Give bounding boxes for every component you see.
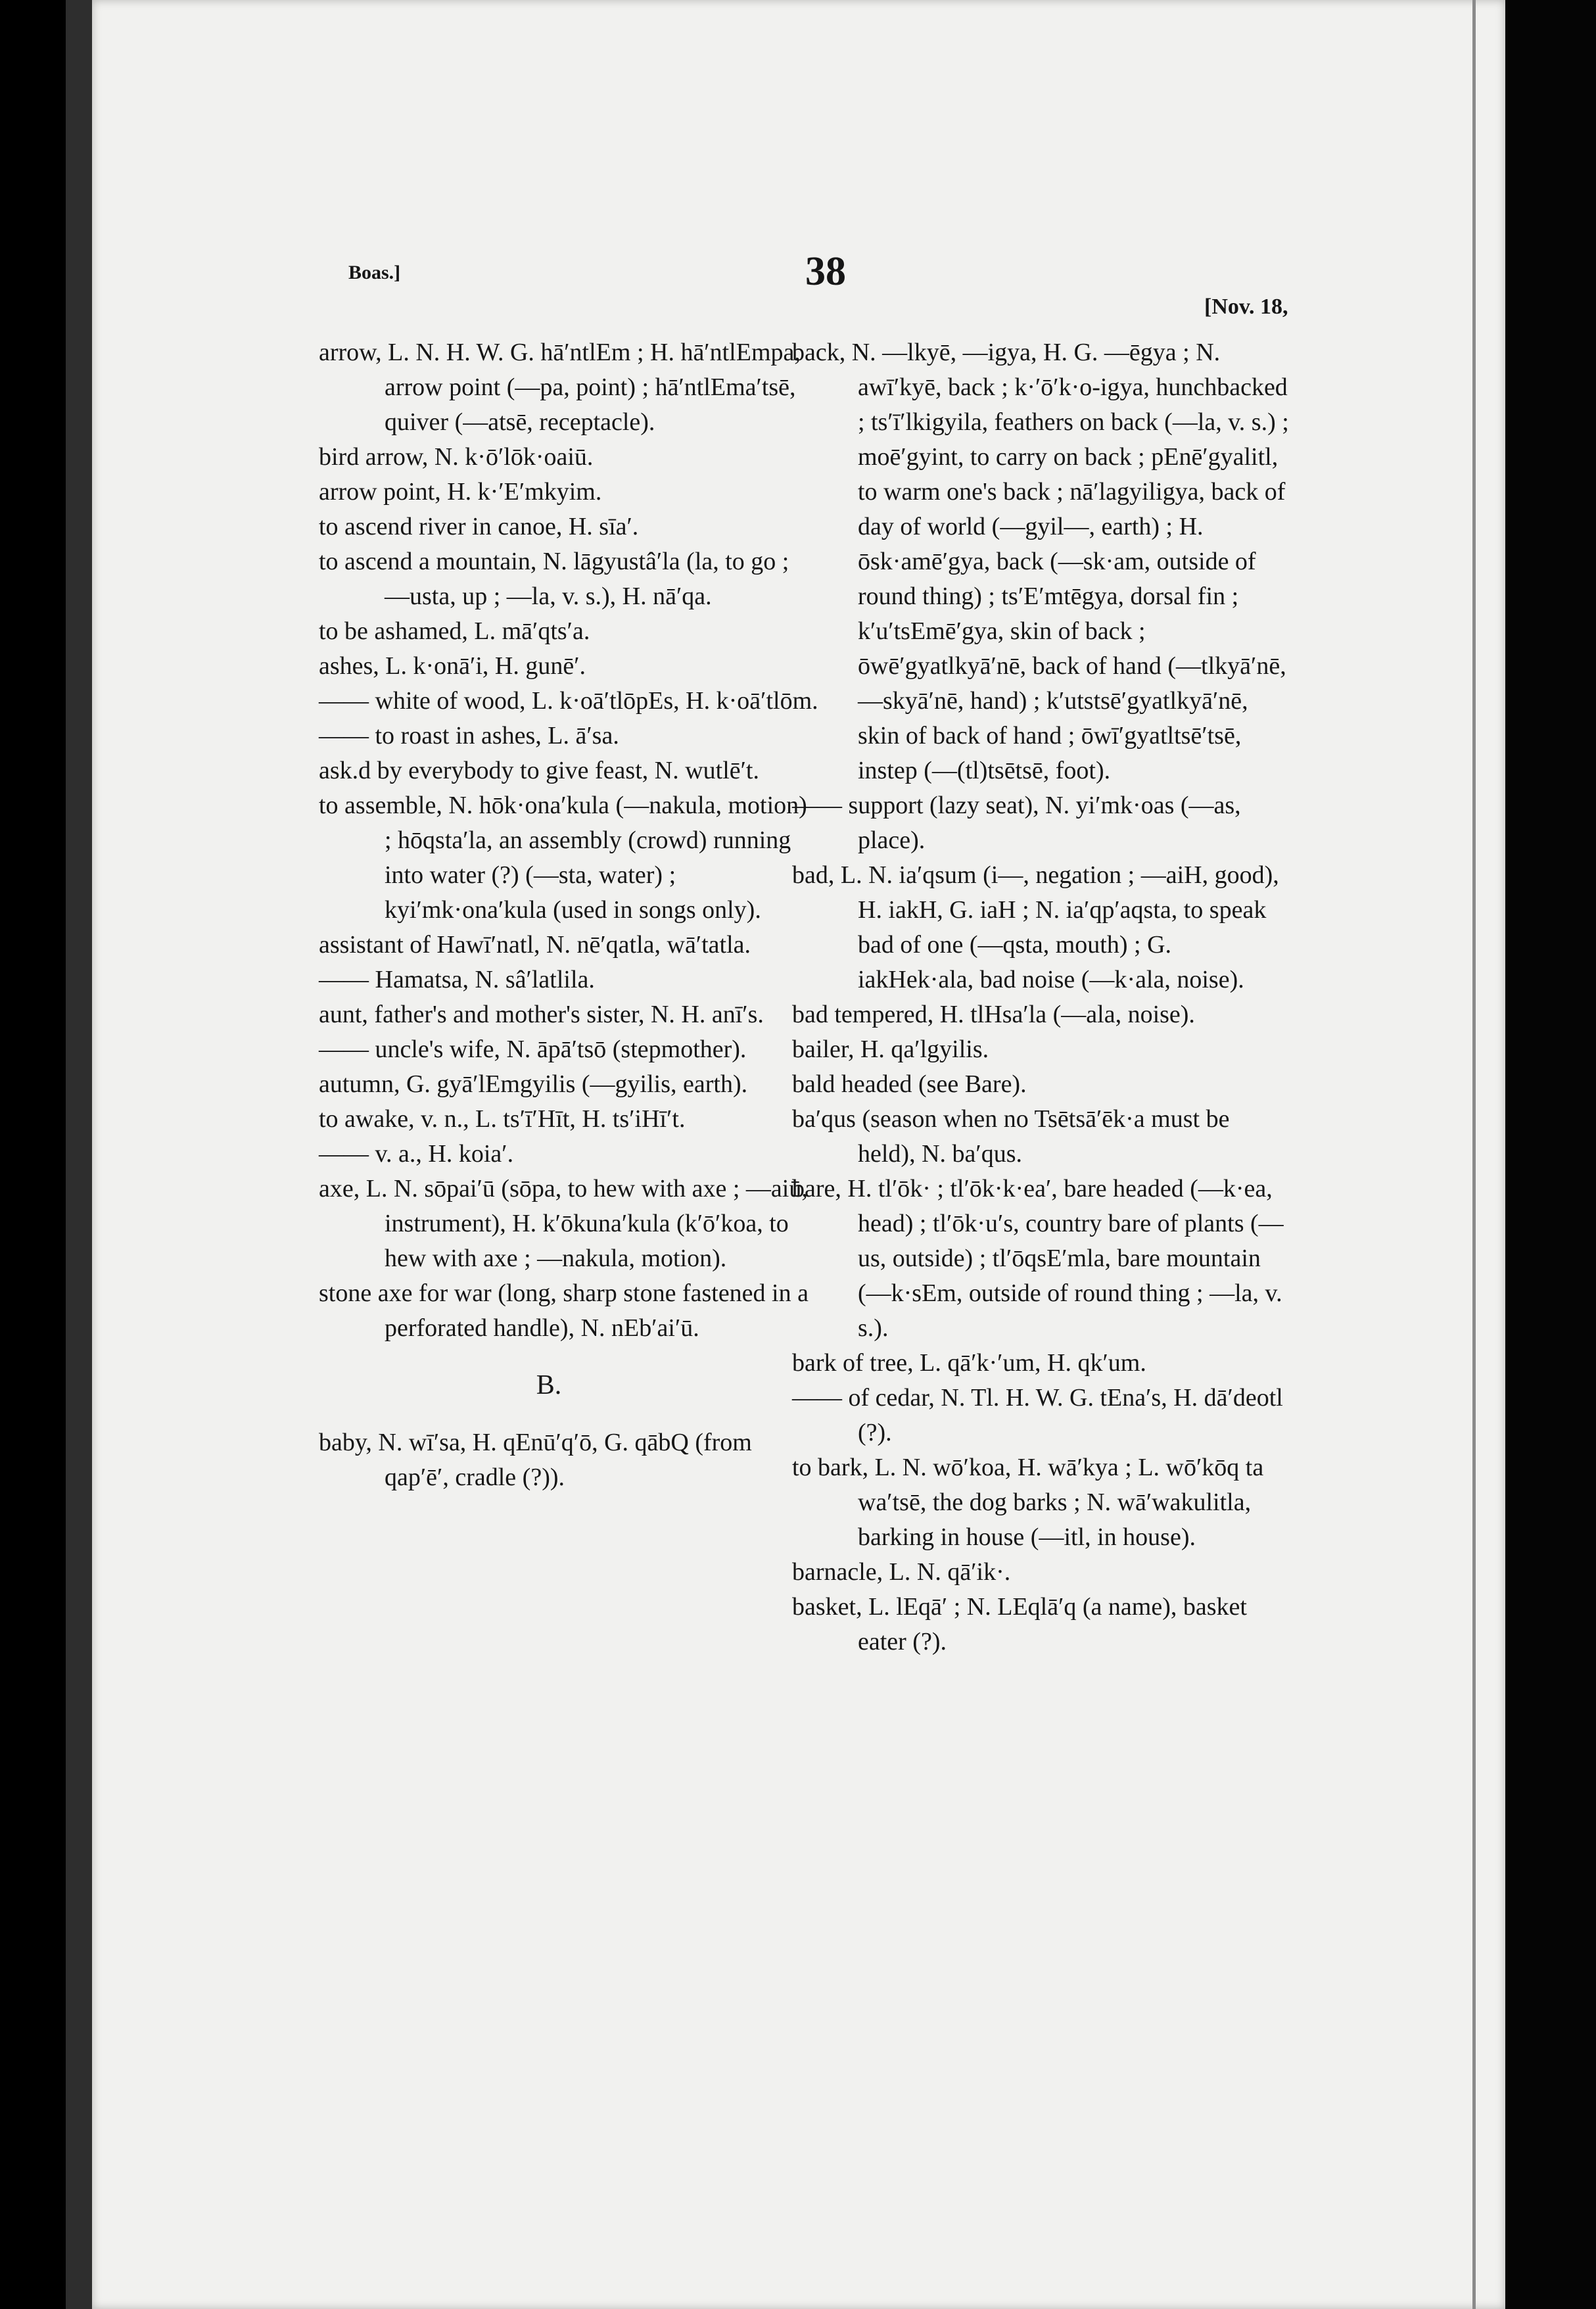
page-number: 38: [805, 249, 846, 294]
entry-back: back, N. —lkyē, —igya, H. G. —ēgya ; N. awī′kyē, back ; k·′ō′k·o-igya, hunchbacked ; ts′ī′lkigyila, feathers on back (—la, v. s.) ; moē′gyint, to carry on back ; pEnē′gyalitl, to warm one's back ; nā′lagyiligya, back of day of world (—gyil—, earth) ; H. ōsk·amē′gya, back (—sk·am, outside of round thing) ; ts′E′mtēgya, dorsal fin ; k′u′tsEmē′gya, skin of back ; ōwē′gyatlkyā′nē, back of hand (—tlkyā′nē,—skyā′nē, hand) ; k′utstsē′gyatlkyā′nē, skin of back of hand ; ōwī′gyatltsē′tsē, instep (—(tl)tsētsē, foot).: [792, 339, 1289, 784]
entry-arrow-point: arrow point, H. k·′E′mkyim.: [319, 478, 602, 506]
entry-axe: axe, L. N. sōpai′ū (sōpa, to hew with axe ; —aiū, instrument), H. k′ōkuna′kula (k′ō′koa, to hew with axe ; —nakula, motion).: [319, 1175, 808, 1272]
entry-ascend-mountain: to ascend a mountain, N. lāgyustâ′la (la, to go ; —usta, up ; —la, v. s.), H. nā′qa.: [319, 548, 789, 610]
entry-bare: bare, H. tl′ōk· ; tl′ōk·k·ea′, bare headed (—k·ea, head) ; tl′ōk·u′s, country bare of plants (—us, outside) ; tl′ōqsE′mla, bare mountain (—k·sEm, outside of round thing ; —la, v. s.).: [792, 1175, 1284, 1342]
running-header-author: Boas.]: [348, 262, 401, 283]
running-header-date: [Nov. 18,: [1204, 295, 1288, 319]
left-column: [319, 335, 818, 1495]
page-fold-line: [1472, 0, 1476, 2309]
entry-bark-of-cedar: —— of cedar, N. Tl. H. W. G. tEna′s, H. dā′deotl (?).: [792, 1384, 1283, 1446]
entry-awake-va: —— v. a., H. koia′.: [319, 1140, 514, 1168]
entry-basket: basket, L. lEqā′ ; N. LEqlā′q (a name), basket eater (?).: [792, 1593, 1247, 1655]
entry-bad-tempered: bad tempered, H. tlHsa′la (—ala, noise).: [792, 1001, 1195, 1028]
entry-ashes: ashes, L. k·onā′i, H. gunē′.: [319, 652, 586, 680]
entry-to-bark: to bark, L. N. wō′koa, H. wā′kya ; L. wō′kōq ta wa′tsē, the dog barks ; N. wā′wakulitla, barking in house (—itl, in house).: [792, 1454, 1264, 1551]
entry-ascend-river: to ascend river in canoe, H. sīa′.: [319, 513, 639, 540]
entry-stone-axe: stone axe for war (long, sharp stone fastened in a perforated handle), N. nEb′ai′ū.: [319, 1279, 809, 1342]
entry-support: —— support (lazy seat), N. yi′mk·oas (—as, place).: [792, 792, 1241, 854]
entry-asked-feast: ask.d by everybody to give feast, N. wutlē′t.: [319, 757, 759, 784]
entry-autumn: autumn, G. gyā′lEmgyilis (—gyilis, earth).: [319, 1070, 748, 1098]
entry-awake: to awake, v. n., L. ts′ī′Hīt, H. ts′iHī′t.: [319, 1105, 686, 1133]
entry-uncles-wife: —— uncle's wife, N. āpā′tsō (stepmother).: [319, 1035, 747, 1063]
entry-assistant: assistant of Hawī′natl, N. nē′qatla, wā′tatla.: [319, 931, 751, 959]
entry-bark-of-tree: bark of tree, L. qā′k·′um, H. qk′um.: [792, 1349, 1146, 1377]
entry-bad: bad, L. N. ia′qsum (i—, negation ; —aiH, good), H. iakH, G. iaH ; N. ia′qp′aqsta, to speak bad of one (—qsta, mouth) ; G. iakHek·ala, bad noise (—k·ala, noise).: [792, 861, 1279, 993]
entry-ashamed: to be ashamed, L. mā′qts′a.: [319, 617, 590, 645]
entry-baqus: ba′qus (season when no Tsētsā′ēk·a must be held), N. ba′qus.: [792, 1105, 1230, 1168]
entry-ashes-white-wood: —— white of wood, L. k·oā′tlōpEs, H. k·oā′tlōm.: [319, 687, 818, 715]
section-heading-b: B.: [536, 1370, 562, 1400]
entry-assemble: to assemble, N. hōk·ona′kula (—nakula, motion) ; hōqsta′la, an assembly (crowd) running into water (?) (—sta, water) ; kyi′mk·ona′kula (used in songs only).: [319, 792, 807, 924]
entry-aunt: aunt, father's and mother's sister, N. H. anī′s.: [319, 1001, 764, 1028]
entry-hamatsa: —— Hamatsa, N. sâ′latlila.: [319, 966, 595, 993]
entry-bald-headed: bald headed (see Bare).: [792, 1070, 1027, 1098]
entry-arrow: arrow, L. N. H. W. G. hā′ntlEm ; H. hā′ntlEmpa, arrow point (—pa, point) ; hā′ntlEma′tsē, quiver (—atsē, receptacle).: [319, 339, 801, 436]
entry-bird-arrow: bird arrow, N. k·ō′lōk·oaiū.: [319, 443, 594, 471]
entry-barnacle: barnacle, L. N. qā′ik·.: [792, 1558, 1011, 1586]
entry-roast-in-ashes: —— to roast in ashes, L. ā′sa.: [319, 722, 619, 750]
right-column: [792, 335, 1292, 1659]
entry-baby: baby, N. wī′sa, H. qEnū′q′ō, G. qābQ (from qap′ē′, cradle (?)).: [319, 1429, 752, 1491]
entry-bailer: bailer, H. qa′lgyilis.: [792, 1035, 989, 1063]
scan-margin-right: [1505, 0, 1596, 2309]
book-spine-shadow: [66, 0, 92, 2309]
